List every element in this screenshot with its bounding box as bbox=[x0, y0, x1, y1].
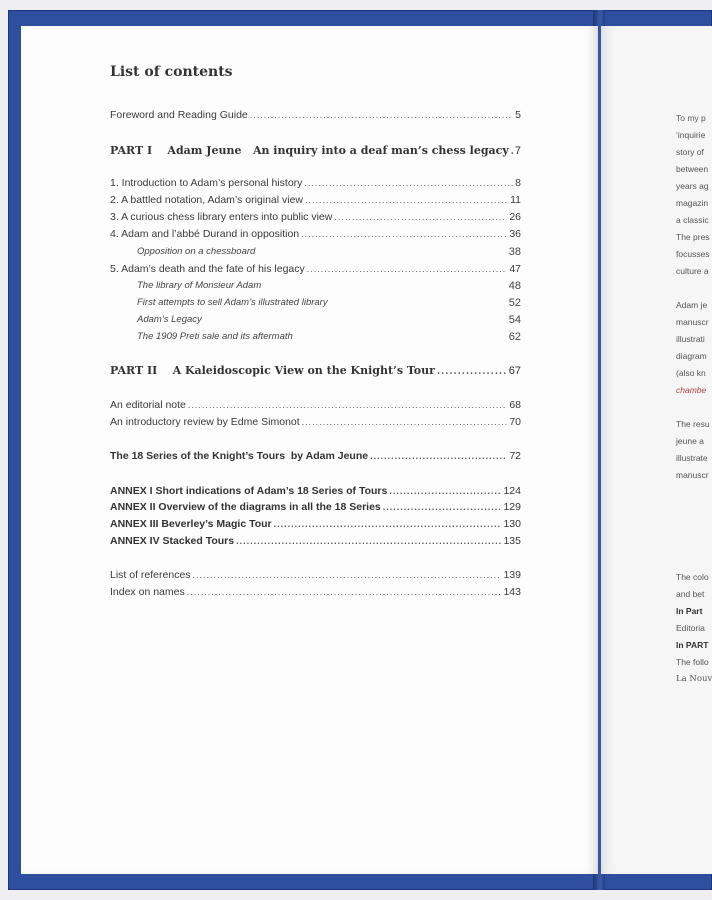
leader-dots bbox=[187, 587, 502, 597]
toc-entry-label: The 18 Series of the Knight’s Tours by Adam Jeune bbox=[110, 450, 369, 462]
leader-dots bbox=[250, 110, 513, 120]
leader-dots bbox=[334, 212, 507, 222]
toc-entry-page: 130 bbox=[503, 518, 521, 530]
toc-entry-part1 bbox=[110, 144, 521, 157]
leader-dots bbox=[389, 486, 501, 496]
toc-entry-chapter-4 bbox=[110, 228, 521, 240]
toc-entry-index bbox=[110, 586, 521, 598]
right-page-line: Adam je bbox=[676, 300, 708, 310]
toc-subentry bbox=[137, 246, 521, 258]
toc-subentry-label: Opposition on a chessboard bbox=[137, 246, 256, 257]
toc-subentry-page: 52 bbox=[508, 297, 521, 309]
right-page-line: story of bbox=[676, 147, 704, 157]
toc-subentry-label: First attempts to sell Adam’s illustrated library bbox=[137, 297, 328, 308]
right-page-line: years ag bbox=[676, 181, 709, 191]
toc-subentry-label: The library of Monsieur Adam bbox=[137, 280, 262, 291]
leader-dots bbox=[274, 519, 502, 529]
toc-entry-chapter-5 bbox=[110, 263, 521, 275]
leader-dots bbox=[307, 264, 508, 274]
right-page-line: illustrati bbox=[676, 334, 705, 344]
toc-entry-part2 bbox=[110, 364, 521, 377]
right-page-line: manuscr bbox=[676, 470, 709, 480]
toc-entry-label: List of references bbox=[110, 569, 191, 581]
toc-subentry bbox=[137, 280, 521, 292]
toc-entry-annex-2 bbox=[110, 501, 521, 513]
toc-entry-page: 139 bbox=[503, 569, 521, 581]
toc-entry-page: 5 bbox=[515, 109, 521, 121]
leader-dots bbox=[301, 229, 507, 239]
toc-subentry-page: 62 bbox=[508, 331, 521, 343]
right-page-line: culture a bbox=[676, 266, 709, 276]
leader-dots bbox=[383, 502, 502, 512]
toc-subentry-page: 38 bbox=[508, 246, 521, 258]
leader-dots bbox=[305, 195, 508, 205]
right-page-line: jeune a bbox=[676, 436, 704, 446]
toc-entry-page: 47 bbox=[509, 263, 521, 275]
toc-entry-label: 2. A battled notation, Adam’s original view bbox=[110, 194, 304, 206]
toc-entry-page: 135 bbox=[503, 535, 521, 547]
leader-dots bbox=[302, 417, 508, 427]
toc-entry-label: 5. Adam’s death and the fate of his legacy bbox=[110, 263, 305, 275]
toc-entry-chapter-2 bbox=[110, 194, 521, 206]
right-page-line: chambe bbox=[676, 385, 707, 395]
toc-entry-annex-1 bbox=[110, 485, 521, 497]
leader-dots bbox=[437, 367, 507, 377]
toc-entry-annex-4 bbox=[110, 535, 521, 547]
toc-entry-page: 36 bbox=[509, 228, 521, 240]
toc-subentry bbox=[137, 331, 521, 343]
right-page-line: To my p bbox=[676, 113, 706, 123]
toc-entry-page: 70 bbox=[509, 416, 521, 428]
toc-entry-introductory-review bbox=[110, 416, 521, 428]
toc-entry-page: 72 bbox=[509, 450, 521, 462]
toc-entry-page: 124 bbox=[503, 485, 521, 497]
toc-title: List of contents bbox=[110, 64, 233, 80]
toc-subentry-label: Adam’s Legacy bbox=[137, 314, 202, 325]
toc-entry-page: 68 bbox=[509, 399, 521, 411]
toc-subentry bbox=[137, 297, 521, 309]
toc-entry-page: 129 bbox=[503, 501, 521, 513]
leader-dots bbox=[188, 400, 507, 410]
toc-entry-label: 3. A curious chess library enters into public view bbox=[110, 211, 333, 223]
toc-entry-chapter-1 bbox=[110, 177, 521, 189]
right-page-line: diagram bbox=[676, 351, 707, 361]
toc-subentry-page: 54 bbox=[508, 314, 521, 326]
toc-entry-label: PART II A Kaleidoscopic View on the Knight’s Tour bbox=[110, 364, 435, 377]
toc-entry-chapter-3 bbox=[110, 211, 521, 223]
toc-entry-label: 1. Introduction to Adam’s personal history bbox=[110, 177, 303, 189]
toc-subentry-label: The 1909 Preti sale and its aftermath bbox=[137, 331, 293, 342]
toc-entry-label: An introductory review by Edme Simonot bbox=[110, 416, 300, 428]
right-page-line: The follo bbox=[676, 657, 709, 667]
right-page-line: The colo bbox=[676, 572, 709, 582]
toc-entry-label: 4. Adam and l’abbé Durand in opposition bbox=[110, 228, 300, 240]
toc-entry-references bbox=[110, 569, 521, 581]
toc-entry-page: 8 bbox=[515, 177, 521, 189]
toc-entry-label: ANNEX IV Stacked Tours bbox=[110, 535, 235, 547]
right-page-line: magazin bbox=[676, 198, 709, 208]
toc-entry-page: 26 bbox=[509, 211, 521, 223]
right-page-line: a classic bbox=[676, 215, 709, 225]
right-page-line: The pres bbox=[676, 232, 710, 242]
toc-entry-label: ANNEX III Beverley’s Magic Tour bbox=[110, 518, 272, 530]
right-page-line: manuscr bbox=[676, 317, 709, 327]
toc-entry-page: 67 bbox=[508, 365, 521, 377]
toc-entry-label: ANNEX I Short indications of Adam’s 18 Series of Tours bbox=[110, 485, 388, 497]
toc-entry-series bbox=[110, 450, 521, 462]
right-page-line: The resu bbox=[676, 419, 710, 429]
right-page-line: In Part bbox=[676, 606, 703, 616]
toc-subentry bbox=[137, 314, 521, 326]
toc-entry-label: Index on names bbox=[110, 586, 185, 598]
right-page-line: La Nouv bbox=[676, 674, 712, 684]
toc-subentry-page: 48 bbox=[508, 280, 521, 292]
toc-entry-label: An editorial note bbox=[110, 399, 186, 411]
toc-entry-page: 7 bbox=[514, 145, 521, 157]
leader-dots bbox=[193, 570, 502, 580]
leader-dots bbox=[236, 536, 501, 546]
toc-entry-foreword bbox=[110, 109, 521, 121]
toc-entry-annex-3 bbox=[110, 518, 521, 530]
right-page-line: and bet bbox=[676, 589, 705, 599]
toc-entry-page: 143 bbox=[503, 586, 521, 598]
toc-entry-label: PART I Adam Jeune An inquiry into a deaf man’s chess legacy bbox=[110, 144, 509, 157]
right-page-line: between bbox=[676, 164, 709, 174]
right-page-line: illustrate bbox=[676, 453, 708, 463]
right-page-line: In PART bbox=[676, 640, 709, 650]
toc-entry-label: Foreword and Reading Guide bbox=[110, 109, 248, 121]
right-page-line: focusses bbox=[676, 249, 710, 259]
leader-dots bbox=[304, 178, 513, 188]
right-page-line: ‘inquirie bbox=[676, 130, 706, 140]
leader-dots bbox=[511, 147, 513, 157]
toc-entry-label: ANNEX II Overview of the diagrams in all the 18 Series bbox=[110, 501, 381, 513]
leader-dots bbox=[370, 451, 507, 461]
toc-entry-page: 11 bbox=[510, 194, 521, 206]
right-page-line: (also kn bbox=[676, 368, 706, 378]
toc-entry-editorial-note bbox=[110, 399, 521, 411]
right-page-line: Editoria bbox=[676, 623, 705, 633]
